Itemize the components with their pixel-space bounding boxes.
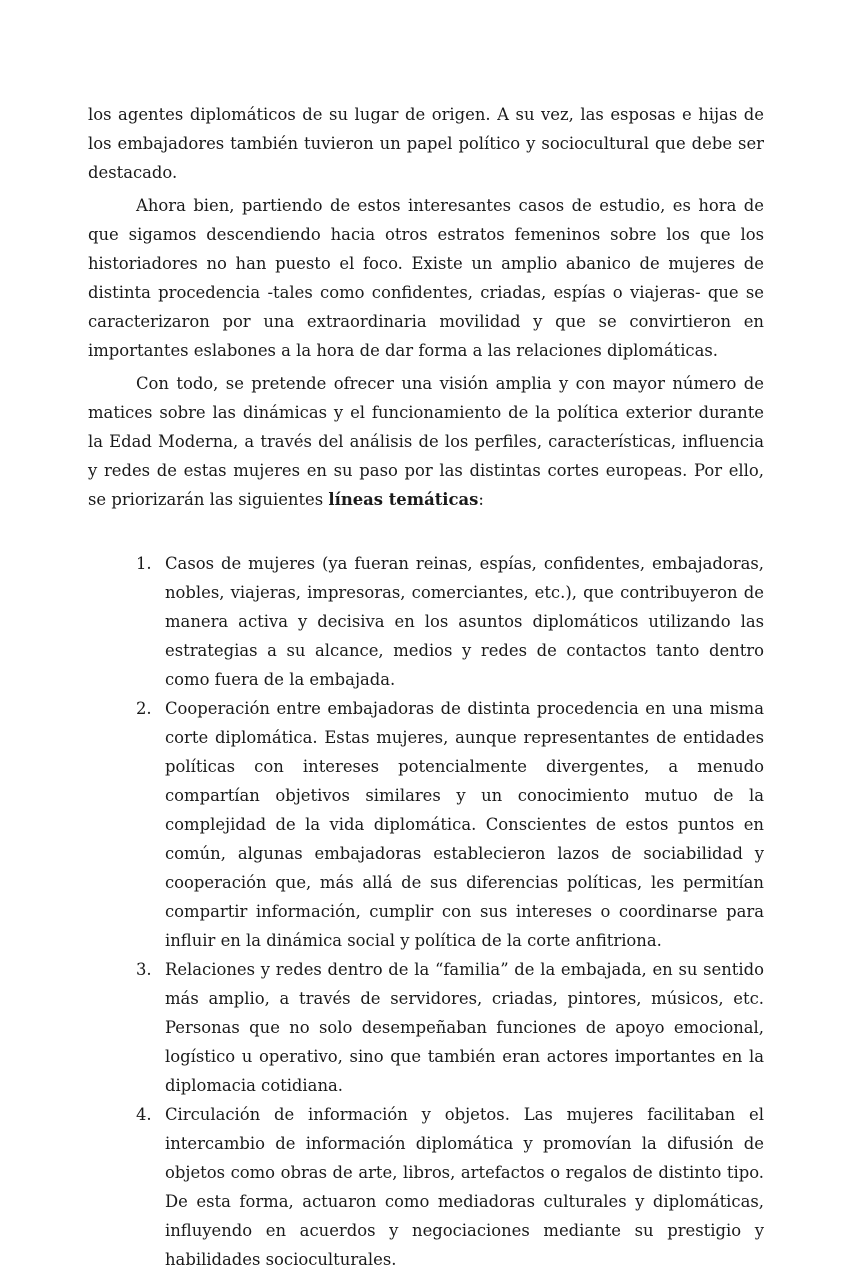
list-item (136, 694, 764, 955)
list-item-text: Casos de mujeres (ya fueran reinas, espías, confidentes, embajadoras, nobles, viajeras, impresoras, comerciantes, etc.), que contribuyeron de manera activa y decisiva en los asuntos diplomáticos utilizando las estrategias a su alcance, medios y redes de contactos tanto dentro como fuera de la embajada. (165, 554, 764, 689)
list-item-number: 1. (136, 554, 152, 573)
paragraph-1: los agentes diplomáticos de su lugar de origen. A su vez, las esposas e hijas de los embajadores también tuvieron un papel político y sociocultural que debe ser destacado. (88, 105, 764, 182)
list-item (136, 1100, 764, 1274)
paragraph-3-colon: : (478, 490, 484, 509)
paragraph-2: Ahora bien, partiendo de estos interesantes casos de estudio, es hora de que sigamos descendiendo hacia otros estratos femeninos sobre los que los historiadores no han puesto el foco. Existe un amplio abanico de mujeres de distinta procedencia -tales como confidentes, criadas, espías o viajeras- que se caracterizaron por una extraordinaria movilidad y que se convirtieron en importantes eslabones a la hora de dar forma a las relaciones diplomáticas. (88, 196, 764, 360)
list-item-text: Relaciones y redes dentro de la “familia” de la embajada, en su sentido más amplio, a través de servidores, criadas, pintores, músicos, etc. Personas que no solo desempeñaban funciones de apoyo emocional, logístico u operativo, sino que también eran actores importantes en la diplomacia cotidiana. (165, 960, 764, 1095)
paragraph-3-text: Con todo, se pretende ofrecer una visión amplia y con mayor número de matices sobre las dinámicas y el funcionamiento de la política exterior durante la Edad Moderna, a través del análisis de los perfiles, características, influencia y redes de estas mujeres en su paso por las distintas cortes europeas. Por ello, se priorizarán las siguientes (88, 374, 764, 509)
document-page (88, 100, 764, 1274)
list-item-number: 3. (136, 960, 152, 979)
list-item-text: Cooperación entre embajadoras de distinta procedencia en una misma corte diplomática. Estas mujeres, aunque representantes de entidades políticas con intereses potencialmente divergentes, a menudo compartían objetivos similares y un conocimiento mutuo de la complejidad de la vida diplomática. Conscientes de estos puntos en común, algunas embajadoras establecieron lazos de sociabilidad y cooperación que, más allá de sus diferencias políticas, les permitían compartir información, cumplir con sus intereses o coordinarse para influir en la dinámica social y política de la corte anfitriona. (165, 699, 764, 950)
list-item (136, 549, 764, 694)
thematic-lines-list (88, 549, 764, 1274)
list-item-text: Circulación de información y objetos. Las mujeres facilitaban el intercambio de información diplomática y promovían la difusión de objetos como obras de arte, libros, artefactos o regalos de distinto tipo. De esta forma, actuaron como mediadoras culturales y diplomáticas, influyendo en acuerdos y negociaciones mediante su prestigio y habilidades socioculturales. (165, 1105, 764, 1269)
thematic-lines-bold: líneas temáticas (328, 490, 479, 509)
paragraph-3 (88, 369, 764, 514)
list-item (136, 955, 764, 1100)
list-item-number: 2. (136, 699, 152, 718)
list-item-number: 4. (136, 1105, 152, 1124)
